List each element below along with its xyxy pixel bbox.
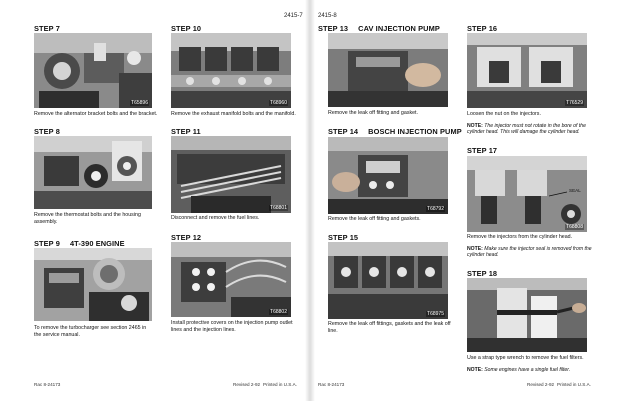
step-9-title	[34, 239, 125, 248]
step-13-caption: Remove the leak off fitting and gasket.	[328, 110, 419, 116]
step-15-photo-tag: T68975	[427, 311, 444, 317]
right-footer-ref: Rac 8-24173	[318, 382, 345, 387]
left-page-number: 2415-7	[284, 13, 303, 19]
step-17-note-text: Make sure the injector seal is removed from the cylinder head.	[467, 246, 592, 259]
step-15-title: STEP 15	[328, 233, 359, 242]
step-13-title	[318, 24, 440, 33]
step-9-caption: To remove the turbocharger see section 2465 in the service manual.	[34, 325, 147, 338]
step-9-subtitle: 4T-390 ENGINE	[69, 239, 125, 248]
step-7-caption: Remove the alternator bracket bolts and the bracket.	[34, 111, 158, 117]
step-13-subtitle: CAV INJECTION PUMP	[358, 24, 440, 33]
left-footer-printed: Printed in U.S.A.	[263, 382, 297, 387]
step-17-photo	[467, 156, 587, 232]
step-14-subtitle: BOSCH INJECTION PUMP	[368, 127, 462, 136]
step-13-photo	[328, 33, 448, 107]
step-7-title: STEP 7	[34, 24, 60, 33]
step-16-note-text: The injector must not rotate in the bore of the cylinder head. This will damage the cylinder head.	[467, 123, 586, 136]
step-16-note-label: NOTE:	[467, 123, 483, 129]
step-14-photo	[328, 137, 448, 214]
step-9-number: STEP 9	[34, 239, 60, 248]
step-12-photo	[171, 242, 291, 317]
step-13-number: STEP 13	[318, 24, 349, 33]
step-14-number: STEP 14	[328, 127, 359, 136]
left-footer-ref: Rac 8-24173	[34, 382, 61, 387]
step-16-caption: Loosen the nut on the injectors.	[467, 111, 541, 117]
step-17-photo-tag: T68808	[566, 224, 583, 230]
step-18-note-text: Some engines have a single fuel filter.	[484, 367, 571, 373]
right-footer-revised: Revised 2-92	[527, 382, 555, 387]
step-12-title: STEP 12	[171, 233, 202, 242]
step-16-photo	[467, 33, 587, 108]
right-footer-printed: Printed in U.S.A.	[557, 382, 591, 387]
step-10-photo	[171, 33, 291, 108]
step-11-title: STEP 11	[171, 127, 201, 136]
step-12-photo-tag: T68802	[270, 309, 287, 315]
step-10-caption: Remove the exhaust manifold bolts and the manifold.	[171, 111, 296, 117]
step-15-photo	[328, 242, 448, 319]
step-16-note	[467, 123, 593, 136]
step-18-photo	[467, 278, 587, 352]
step-14-title	[328, 127, 462, 136]
binding-gutter	[305, 0, 315, 401]
step-18-note-label: NOTE:	[467, 367, 483, 373]
step-16-photo-tag: T76529	[566, 100, 583, 106]
step-18-caption: Use a strap type wrench to remove the fuel filters.	[467, 355, 584, 361]
step-10-photo-tag: T68960	[270, 100, 287, 106]
step-17-title: STEP 17	[467, 146, 498, 155]
step-9-photo	[34, 248, 152, 321]
step-8-title: STEP 8	[34, 127, 60, 136]
step-11-photo-tag: T68801	[270, 205, 287, 211]
step-11-caption: Disconnect and remove the fuel lines.	[171, 215, 260, 221]
step-18-title: STEP 18	[467, 269, 498, 278]
step-8-photo	[34, 136, 152, 209]
left-footer-revised: Revised 2-92	[233, 382, 261, 387]
step-14-caption: Remove the leak off fitting and gaskets.	[328, 216, 421, 222]
step-7-photo-tag: T65896	[131, 100, 148, 106]
step-18-note	[467, 367, 593, 373]
right-page-number: 2415-8	[318, 13, 337, 19]
step-7-photo	[34, 33, 152, 108]
step-8-caption: Remove the thermostat bolts and the housing assembly.	[34, 212, 141, 225]
step-15-caption: Remove the leak off fittings, gaskets and the leak off line.	[328, 321, 451, 334]
step-17-note-label: NOTE:	[467, 246, 483, 252]
step-17-photo-label: SEAL	[569, 188, 581, 193]
step-12-caption: Install protective covers on the injection pump outlet lines and the injection lines.	[171, 320, 293, 333]
step-10-title: STEP 10	[171, 24, 202, 33]
step-17-note	[467, 246, 593, 259]
step-17-caption: Remove the injectors from the cylinder head.	[467, 234, 573, 240]
step-11-photo	[171, 136, 291, 213]
step-14-photo-tag: T68792	[427, 206, 444, 212]
step-16-title: STEP 16	[467, 24, 498, 33]
